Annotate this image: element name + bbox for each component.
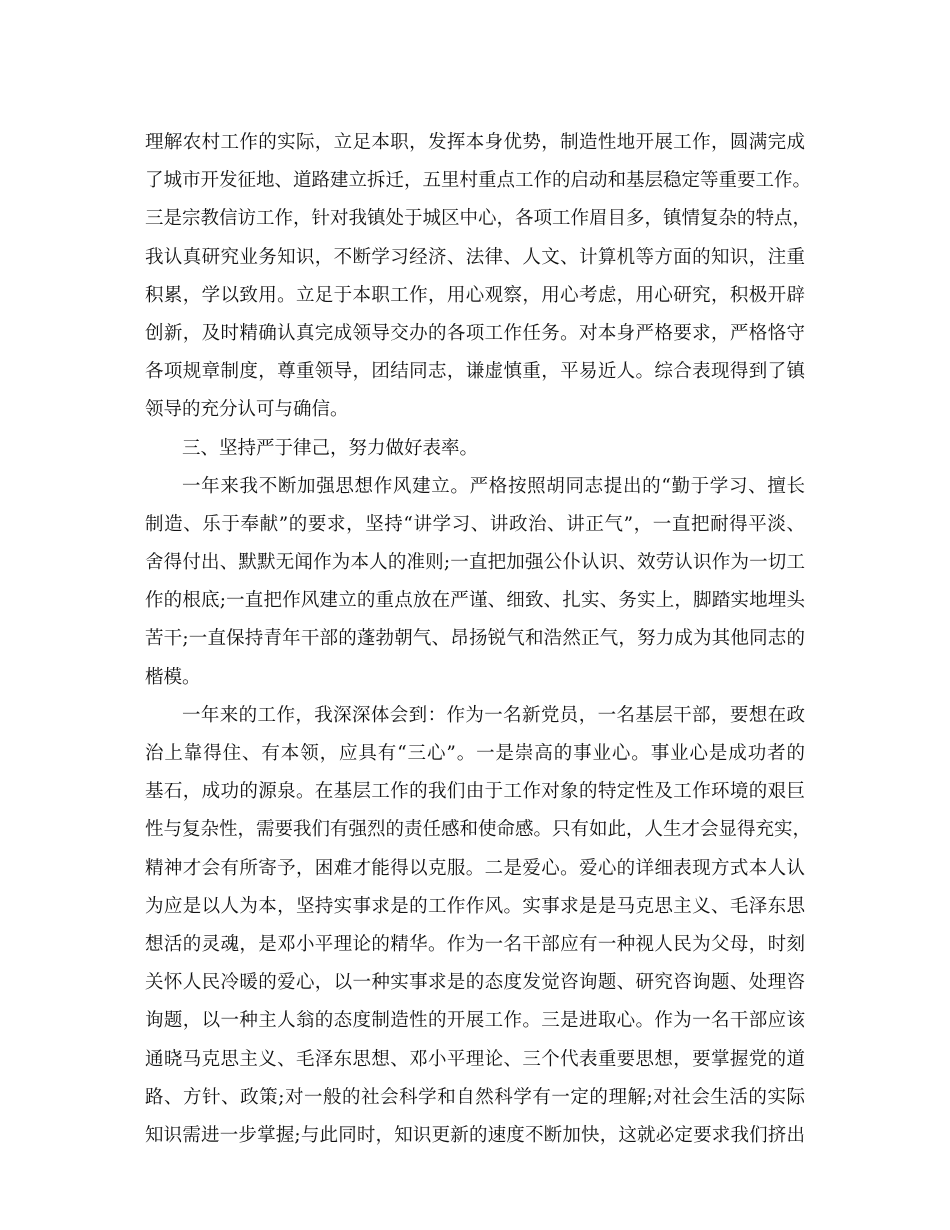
text-line: 精神才会有所寄予，困难才能得以克服。二是爱心。爱心的详细表现方式本人认 [145, 857, 805, 879]
text-line: 领导的充分认可与确信。 [145, 399, 349, 421]
text-line: 性与复杂性，需要我们有强烈的责任感和使命感。只有如此，人生才会显得充实， [145, 819, 812, 841]
text-line: 了城市开发征地、道路建立拆迁，五里村重点工作的启动和基层稳定等重要工作。 [145, 170, 812, 192]
text-line: 想活的灵魂，是邓小平理论的精华。作为一名干部应有一种视人民为父母，时刻 [145, 933, 805, 955]
text-line: 关怀人民冷暖的爱心，以一种实事求是的态度发觉咨询题、研究咨询题、处理咨 [145, 972, 805, 994]
text-line: 创新，及时精确认真完成领导交办的各项工作任务。对本身严格要求，严格恪守 [145, 322, 805, 344]
text-line: 路、方针、政策;对一般的社会科学和自然科学有一定的理解;对社会生活的实际 [145, 1086, 805, 1108]
text-line: 作的根底;一直把作风建立的重点放在严谨、细致、扎实、务实上，脚踏实地埋头 [145, 590, 805, 612]
text-line: 询题，以一种主人翁的态度制造性的开展工作。三是进取心。作为一名干部应该 [145, 1010, 805, 1032]
text-line: 我认真研究业务知识，不断学习经济、法律、人文、计算机等方面的知识，注重 [145, 246, 805, 268]
text-line: 通晓马克思主义、毛泽东思想、邓小平理论、三个代表重要思想，要掌握党的道 [145, 1048, 805, 1070]
text-line: 积累，学以致用。立足于本职工作，用心观察，用心考虑，用心研究，积极开辟 [145, 284, 805, 306]
text-line: 三、坚持严于律己，努力做好表率。 [182, 437, 479, 459]
text-line: 三是宗教信访工作，针对我镇处于城区中心，各项工作眉目多，镇情复杂的特点， [145, 208, 812, 230]
text-line: 治上靠得住、有本领，应具有“三心”。一是崇高的事业心。事业心是成功者的 [145, 743, 805, 764]
text-line: 各项规章制度，尊重领导，团结同志，谦虚慎重，平易近人。综合表现得到了镇 [145, 361, 805, 383]
text-line: 舍得付出、默默无闻作为本人的准则;一直把加强公仆认识、效劳认识作为一切工 [145, 552, 805, 574]
text-line: 知识需进一步掌握;与此同时，知识更新的速度不断加快，这就必定要求我们挤出 [145, 1124, 805, 1146]
section-heading [145, 430, 805, 468]
paragraph [145, 468, 805, 697]
paragraph [145, 697, 812, 1155]
paragraph [145, 124, 812, 430]
text-line: 一年来我不断加强思想作风建立。严格按照胡同志提出的“勤于学习、擅长 [182, 475, 805, 497]
text-line: 基石，成功的源泉。在基层工作的我们由于工作对象的特定性及工作环境的艰巨 [145, 781, 805, 803]
text-line: 苦干;一直保持青年干部的蓬勃朝气、昂扬锐气和浩然正气，努力成为其他同志的 [145, 628, 805, 650]
text-line: 制造、乐于奉献”的要求，坚持“讲学习、讲政治、讲正气”，一直把耐得平淡、 [145, 513, 805, 535]
text-line: 一年来的工作，我深深体会到：作为一名新党员，一名基层干部，要想在政 [182, 704, 805, 726]
text-line: 理解农村工作的实际，立足本职，发挥本身优势，制造性地开展工作，圆满完成 [145, 132, 805, 153]
document-body [145, 124, 812, 1155]
text-line: 楷模。 [145, 666, 201, 688]
text-line: 为应是以人为本，坚持实事求是的工作作风。实事求是是马克思主义、毛泽东思 [145, 895, 805, 917]
